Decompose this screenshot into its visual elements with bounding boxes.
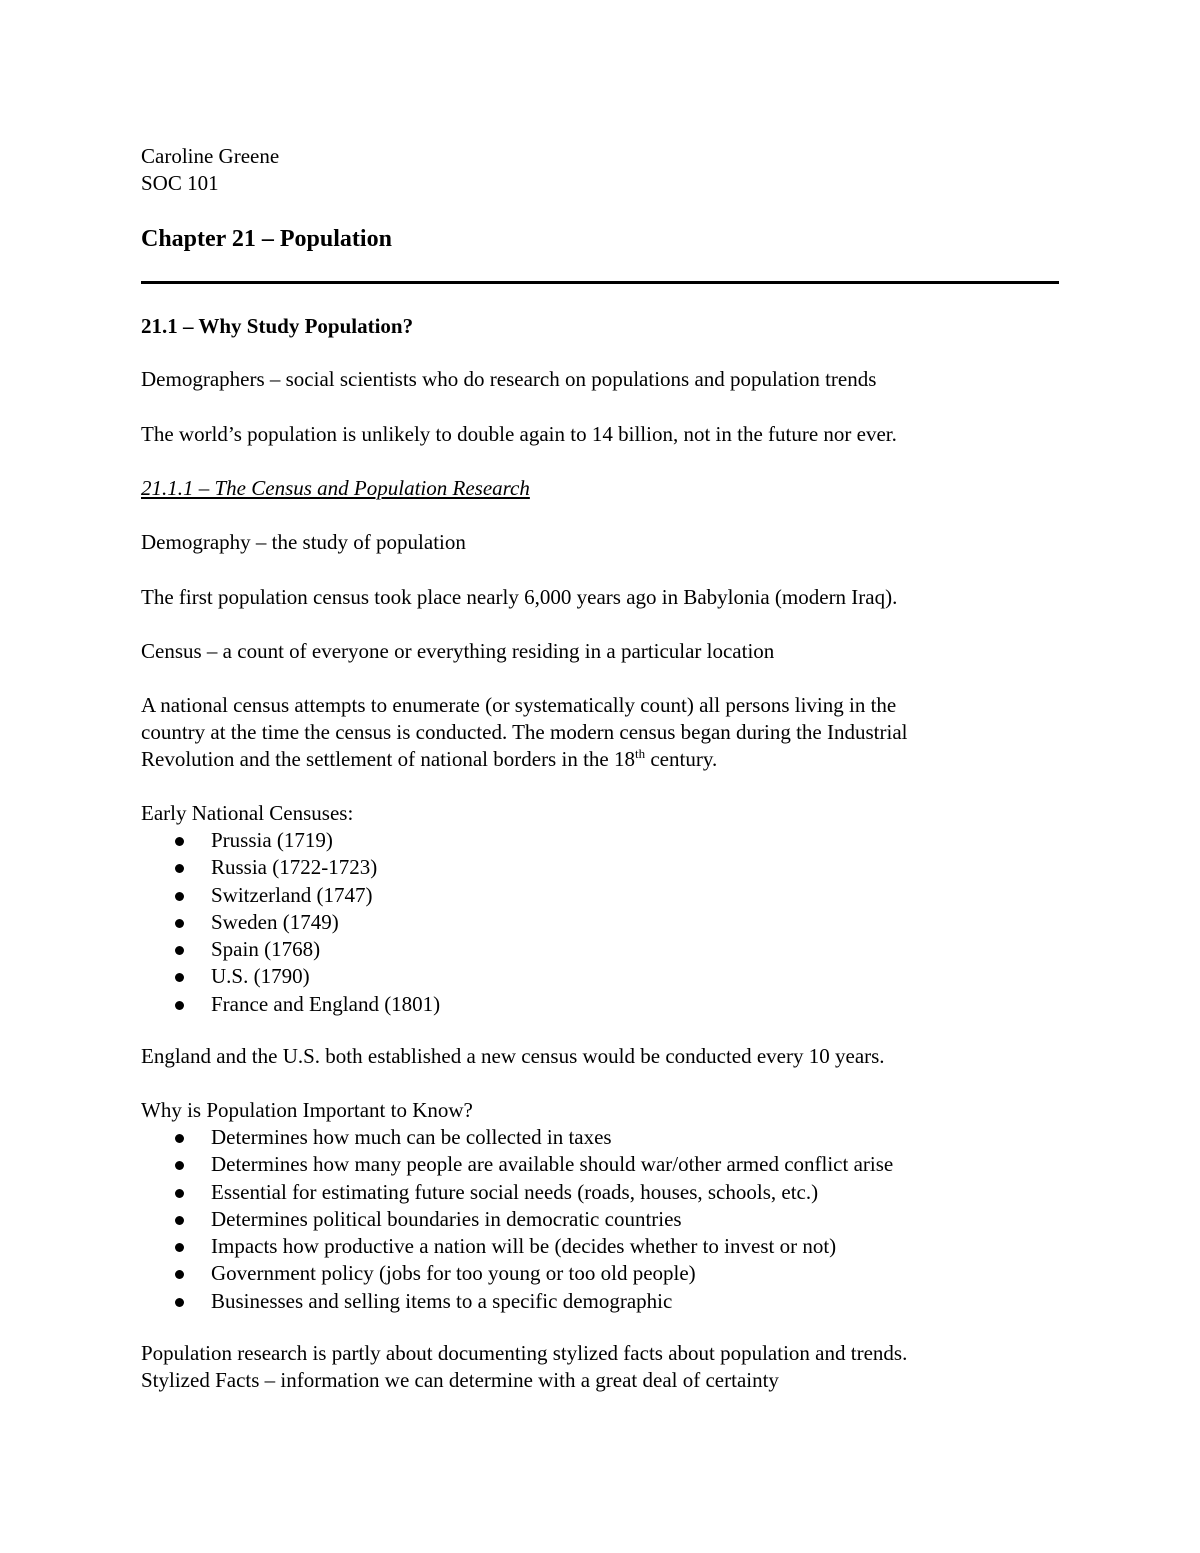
list-item: France and England (1801): [141, 991, 440, 1018]
stylized-facts-intro: Population research is partly about documenting stylized facts about population and trends.: [141, 1341, 908, 1365]
bullet-icon: [175, 1134, 184, 1143]
ordinal-suffix: th: [634, 746, 646, 761]
bullet-icon: [175, 1243, 184, 1252]
list-item: Determines how much can be collected in taxes: [141, 1124, 893, 1151]
why-important-list: [141, 1124, 893, 1315]
first-census-statement: The first population census took place nearly 6,000 years ago in Babylonia (modern Iraq).: [141, 585, 898, 609]
national-census-text-end: century.: [645, 747, 718, 771]
national-census-paragraph-line-2: country at the time the census is conducted. The modern census began during the Industrial: [141, 720, 908, 744]
bullet-icon: [175, 946, 184, 955]
national-census-paragraph-line-1: A national census attempts to enumerate (or systematically count) all persons living in the: [141, 693, 897, 717]
bullet-icon: [175, 1161, 184, 1170]
author-name: Caroline Greene: [141, 144, 280, 168]
bullet-icon: [175, 837, 184, 846]
world-population-statement: The world’s population is unlikely to double again to 14 billion, not in the future nor ever.: [141, 422, 897, 446]
course-code: SOC 101: [141, 171, 219, 195]
list-item: Prussia (1719): [141, 827, 440, 854]
bullet-icon: [175, 864, 184, 873]
list-item: Impacts how productive a nation will be (decides whether to invest or not): [141, 1233, 893, 1260]
why-important-label: Why is Population Important to Know?: [141, 1098, 473, 1122]
list-item: Spain (1768): [141, 936, 440, 963]
list-item: Sweden (1749): [141, 909, 440, 936]
section-heading-21-1: 21.1 – Why Study Population?: [141, 314, 414, 338]
demography-definition: Demography – the study of population: [141, 530, 466, 554]
national-census-paragraph-line-3: [141, 746, 717, 773]
bullet-icon: [175, 892, 184, 901]
bullet-icon: [175, 919, 184, 928]
stylized-facts-definition: Stylized Facts – information we can determine with a great deal of certainty: [141, 1368, 779, 1392]
early-censuses-label: Early National Censuses:: [141, 801, 354, 825]
bullet-icon: [175, 973, 184, 982]
list-item: Businesses and selling items to a specific demographic: [141, 1288, 893, 1315]
bullet-icon: [175, 1298, 184, 1307]
bullet-icon: [175, 1216, 184, 1225]
list-item: Essential for estimating future social needs (roads, houses, schools, etc.): [141, 1179, 893, 1206]
subsection-heading-21-1-1: 21.1.1 – The Census and Population Research: [141, 476, 530, 500]
list-item: Switzerland (1747): [141, 882, 440, 909]
demographers-definition: Demographers – social scientists who do research on populations and population trends: [141, 367, 877, 391]
bullet-icon: [175, 1270, 184, 1279]
list-item: Russia (1722-1723): [141, 854, 440, 881]
early-censuses-list: [141, 827, 440, 1018]
list-item: U.S. (1790): [141, 963, 440, 990]
national-census-text: Revolution and the settlement of national borders in the 18: [141, 747, 635, 771]
bullet-icon: [175, 1001, 184, 1010]
census-definition: Census – a count of everyone or everything residing in a particular location: [141, 639, 775, 663]
chapter-title: Chapter 21 – Population: [141, 226, 392, 252]
horizontal-rule: [141, 281, 1059, 284]
bullet-icon: [175, 1189, 184, 1198]
list-item: Determines political boundaries in democratic countries: [141, 1206, 893, 1233]
list-item: Government policy (jobs for too young or too old people): [141, 1260, 893, 1287]
list-item: Determines how many people are available should war/other armed conflict arise: [141, 1151, 893, 1178]
every-ten-years-statement: England and the U.S. both established a new census would be conducted every 10 years.: [141, 1044, 885, 1068]
